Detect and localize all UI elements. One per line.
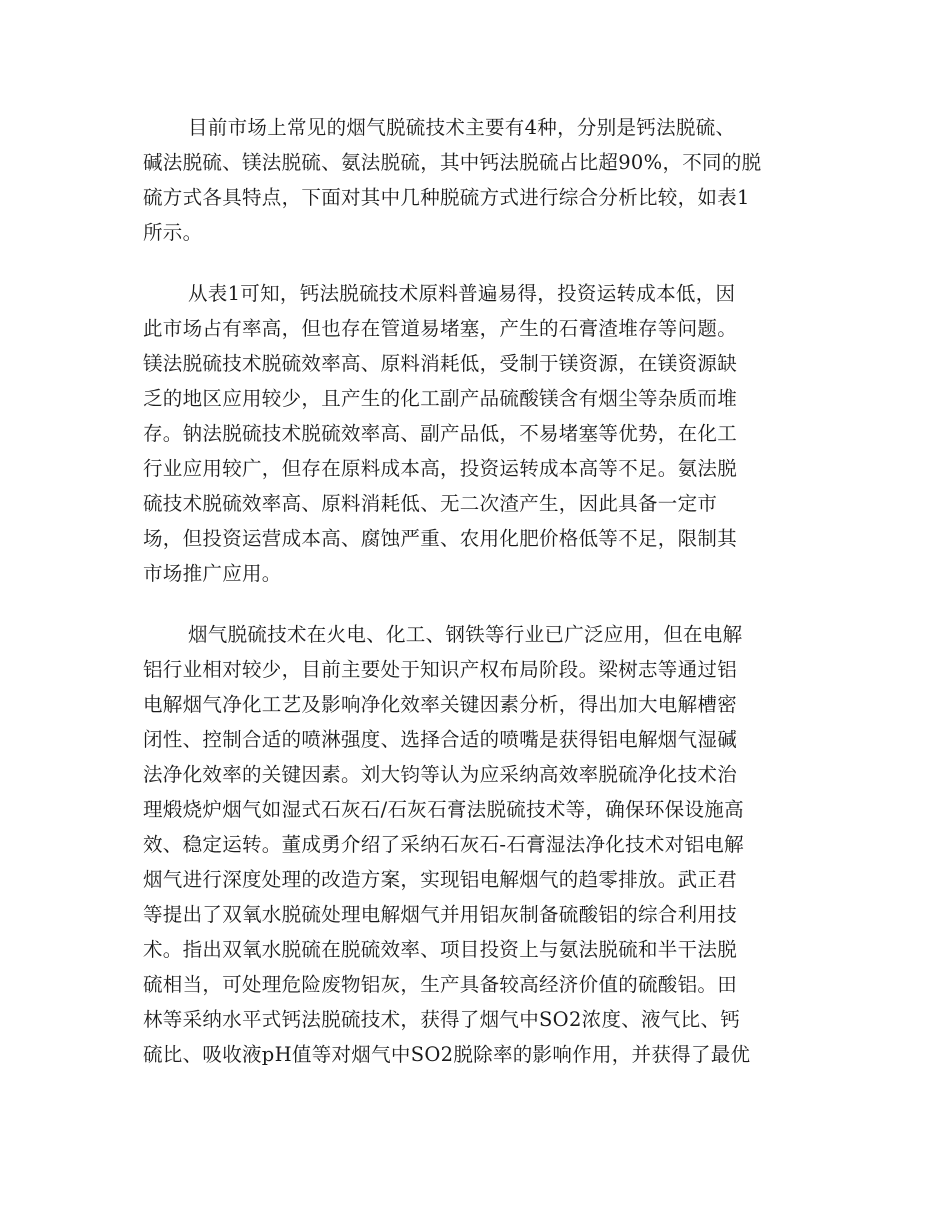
paragraph-line: 硫技术脱硫效率高、原料消耗低、无二次渣产生，因此具备一定市 bbox=[143, 492, 718, 515]
paragraph-line: 所示。 bbox=[143, 221, 203, 244]
paragraph-line: 电解烟气净化工艺及影响净化效率关键因素分析，得出加大电解槽密 bbox=[143, 693, 738, 716]
paragraph-line: 市场推广应用。 bbox=[143, 562, 282, 585]
paragraph-2 bbox=[143, 276, 813, 591]
paragraph-line: 乏的地区应用较少，且产生的化工副产品硫酸镁含有烟尘等杂质而堆 bbox=[143, 387, 738, 410]
paragraph-line: 法净化效率的关键因素。刘大钧等认为应采纳高效率脱硫净化技术治 bbox=[143, 763, 738, 786]
paragraph-line: 此市场占有率高，但也存在管道易堵塞，产生的石膏渣堆存等问题。 bbox=[143, 317, 738, 340]
paragraph-1 bbox=[143, 110, 813, 250]
paragraph-line: 目前市场上常见的烟气脱硫技术主要有4种，分别是钙法脱硫、 bbox=[188, 116, 736, 139]
paragraph-line: 效、稳定运转。董成勇介绍了采纳石灰石-石膏湿法净化技术对铝电解 bbox=[143, 833, 744, 856]
paragraph-line: 硫比、吸收液pH值等对烟气中SO2脱除率的影响作用，并获得了最优 bbox=[143, 1043, 751, 1066]
paragraph-line: 硫方式各具特点，下面对其中几种脱硫方式进行综合分析比较，如表1 bbox=[143, 186, 750, 209]
paragraph-line: 等提出了双氧水脱硫处理电解烟气并用铝灰制备硫酸铝的综合利用技 bbox=[143, 903, 738, 926]
paragraph-line: 从表1可知，钙法脱硫技术原料普遍易得，投资运转成本低，因 bbox=[188, 282, 736, 305]
paragraph-line: 烟气脱硫技术在火电、化工、钢铁等行业已广泛应用，但在电解 bbox=[188, 623, 743, 646]
paragraph-line: 场，但投资运营成本高、腐蚀严重、农用化肥价格低等不足，限制其 bbox=[143, 527, 738, 550]
paragraph-line: 存。钠法脱硫技术脱硫效率高、副产品低，不易堵塞等优势，在化工 bbox=[143, 422, 738, 445]
paragraph-line: 镁法脱硫技术脱硫效率高、原料消耗低，受制于镁资源，在镁资源缺 bbox=[143, 352, 738, 375]
paragraph-line: 林等采纳水平式钙法脱硫技术，获得了烟气中SO2浓度、液气比、钙 bbox=[143, 1008, 741, 1031]
paragraph-3 bbox=[143, 617, 813, 1072]
paragraph-line: 硫相当，可处理危险废物铝灰，生产具备较高经济价值的硫酸铝。田 bbox=[143, 973, 738, 996]
paragraph-line: 理煅烧炉烟气如湿式石灰石/石灰石膏法脱硫技术等，确保环保设施高 bbox=[143, 798, 744, 821]
paragraph-line: 术。指出双氧水脱硫在脱硫效率、项目投资上与氨法脱硫和半干法脱 bbox=[143, 938, 738, 961]
paragraph-line: 铝行业相对较少，目前主要处于知识产权布局阶段。梁树志等通过铝 bbox=[143, 658, 738, 681]
paragraph-line: 闭性、控制合适的喷淋强度、选择合适的喷嘴是获得铝电解烟气湿碱 bbox=[143, 728, 738, 751]
paragraph-line: 烟气进行深度处理的改造方案，实现铝电解烟气的趋零排放。武正君 bbox=[143, 868, 738, 891]
paragraph-line: 碱法脱硫、镁法脱硫、氨法脱硫，其中钙法脱硫占比超90%，不同的脱 bbox=[143, 151, 762, 174]
paragraph-line: 行业应用较广，但存在原料成本高，投资运转成本高等不足。氨法脱 bbox=[143, 457, 738, 480]
